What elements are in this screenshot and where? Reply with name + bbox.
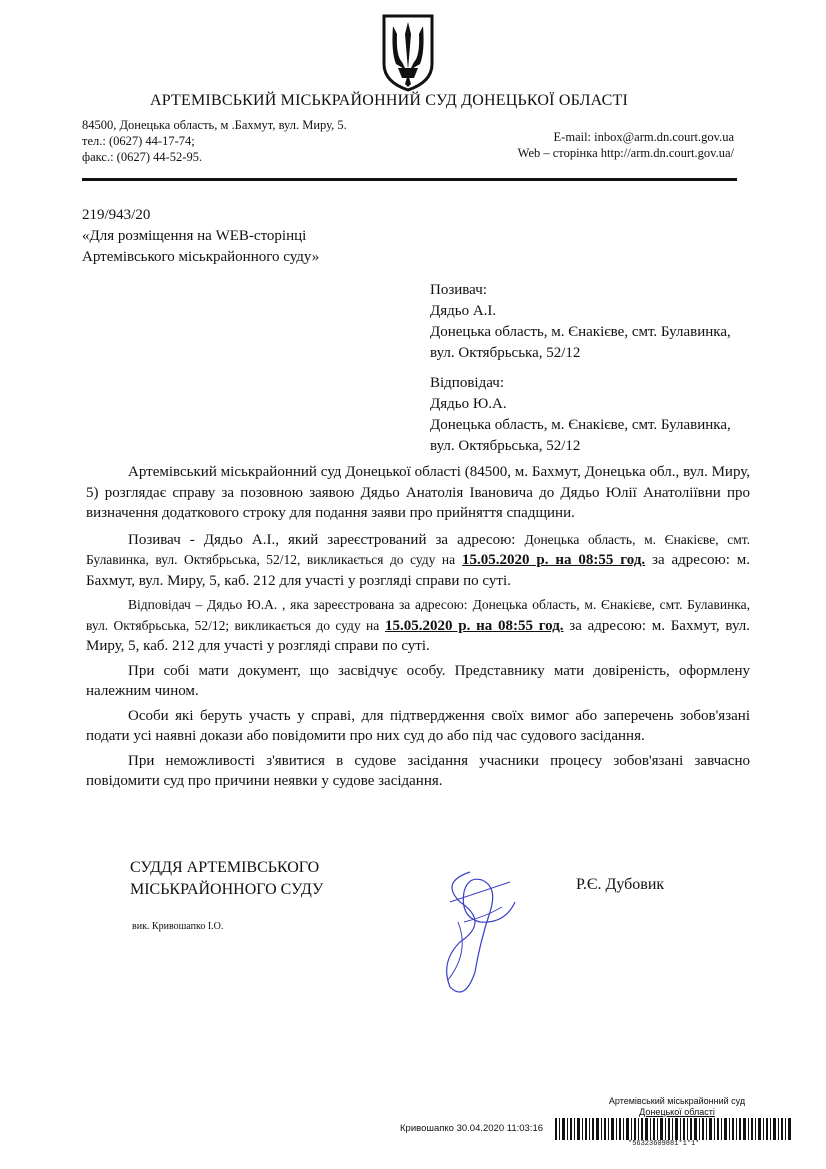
defendant-hearing-place: за адресою: м. Бахмут, вул. Миру, 5, каб. 212 для участі у розгляді справи по суті.	[86, 617, 751, 654]
publish-note-line2: Артемівського міськрайонного суду»	[82, 249, 320, 265]
court-phone: тел.: (0627) 44-17-74;	[82, 134, 195, 148]
stamp-court-line2: Донецької області	[639, 1107, 715, 1117]
stamp-user-datetime: Кривошапко 30.04.2020 11:03:16	[400, 1123, 544, 1134]
court-website: Web – сторінка http://arm.dn.court.gov.ua/	[517, 146, 734, 160]
plaintiff-summons-text: Позивач - Дядьо А.І., який зареєстрований за адресою:	[128, 531, 516, 548]
plaintiff-address-line2: вул. Октябрьська, 52/12	[430, 345, 581, 361]
plaintiff-name: Дядьо А.І.	[430, 303, 497, 319]
court-contacts	[518, 129, 734, 161]
summons-body	[86, 462, 750, 792]
court-address-block	[82, 117, 347, 165]
judge-title-line1: СУДДЯ АРТЕМІВСЬКОГО	[130, 859, 320, 876]
defendant-block	[430, 373, 731, 457]
plaintiff-summons-address: Донецька область, м. Єнакієве, смт. Булавинка, вул. Октябрьська, 52/12, викликається до суду на	[86, 531, 751, 567]
absence-notice-paragraph: При неможливості з'явитися в судове засідання учасники процесу зобов'язані завчасно повідомити суд про причини неявки у судове засідання.	[86, 752, 750, 789]
document-requirement-paragraph: При собі мати документ, що засвідчує особу. Представнику мати довіреність, оформлену належним чином.	[86, 662, 750, 699]
court-fax: факс.: (0627) 44-52-95.	[82, 150, 203, 164]
judge-title-line2: МІСЬКРАЙОННОГО СУДУ	[130, 881, 324, 898]
plaintiff-hearing-place: за адресою: м. Бахмут, вул. Миру, 5, каб. 212 для участі у розгляді справи по суті.	[86, 552, 750, 589]
defendant-summons-paragraph	[86, 595, 750, 657]
executor-note: вик. Кривошапко І.О.	[132, 921, 224, 932]
court-email: E-mail: inbox@arm.dn.court.gov.ua	[553, 130, 734, 144]
defendant-hearing-date: 15.05.2020 р. на 08:55 год.	[385, 617, 564, 634]
evidence-paragraph: Особи які беруть участь у справі, для підтвердження своїх вимог або заперечень зобов'язані подати усі наявні докази або повідомити про них суд до або під час судового засідання.	[86, 707, 750, 744]
header-divider	[82, 178, 737, 181]
handwritten-signature	[420, 862, 540, 1002]
judge-title	[130, 857, 323, 901]
publish-note-line1: «Для розміщення на WEB-сторінці	[82, 228, 307, 244]
defendant-address-line1: Донецька область, м. Єнакієве, смт. Булавинка,	[430, 417, 731, 433]
plaintiff-label: Позивач:	[430, 282, 487, 298]
defendant-summons-address: Донецька область, м. Єнакієве, смт. Булавинка, вул. Октябрьська, 52/12; викликається до суду на	[86, 597, 751, 633]
plaintiff-block	[430, 280, 731, 364]
case-description-paragraph: Артемівський міськрайонний суд Донецької області (84500, м. Бахмут, Донецька обл., вул. Миру, 5) розглядає справу за позовною заявою Дядьо Анатолія Івановича до Дядьо Юлії Анатоліївни про визначення додаткового строку для подання заяви про прийняття спадщини.	[86, 464, 750, 521]
plaintiff-address-line1: Донецька область, м. Єнакієве, смт. Булавинка,	[430, 324, 731, 340]
defendant-address-line2: вул. Октябрьська, 52/12	[430, 438, 581, 454]
court-address: 84500, Донецька область, м .Бахмут, вул. Миру, 5.	[82, 118, 347, 132]
defendant-name: Дядьо Ю.А.	[430, 396, 507, 412]
reference-block	[82, 205, 319, 268]
stamp-court-line1: Артемівський міськрайонний суд	[608, 1096, 746, 1106]
court-stamp	[592, 1096, 762, 1118]
case-number: 219/943/20	[82, 207, 151, 223]
court-title: АРТЕМІВСЬКИЙ МІСЬКРАЙОННИЙ СУД ДОНЕЦЬКОЇ ОБЛАСТІ	[150, 92, 628, 109]
plaintiff-summons-paragraph	[86, 530, 750, 592]
barcode-icon	[555, 1118, 793, 1142]
defendant-summons-text: Відповідач – Дядьо Ю.А. , яка зареєстрована за адресою:	[128, 597, 468, 612]
judge-name: Р.Є. Дубовик	[576, 876, 665, 893]
plaintiff-hearing-date: 15.05.2020 р. на 08:55 год.	[462, 552, 646, 568]
defendant-label: Відповідач:	[430, 375, 504, 391]
trident-emblem-icon	[380, 12, 436, 92]
barcode-number: *56323609881*1*1*	[628, 1140, 700, 1148]
